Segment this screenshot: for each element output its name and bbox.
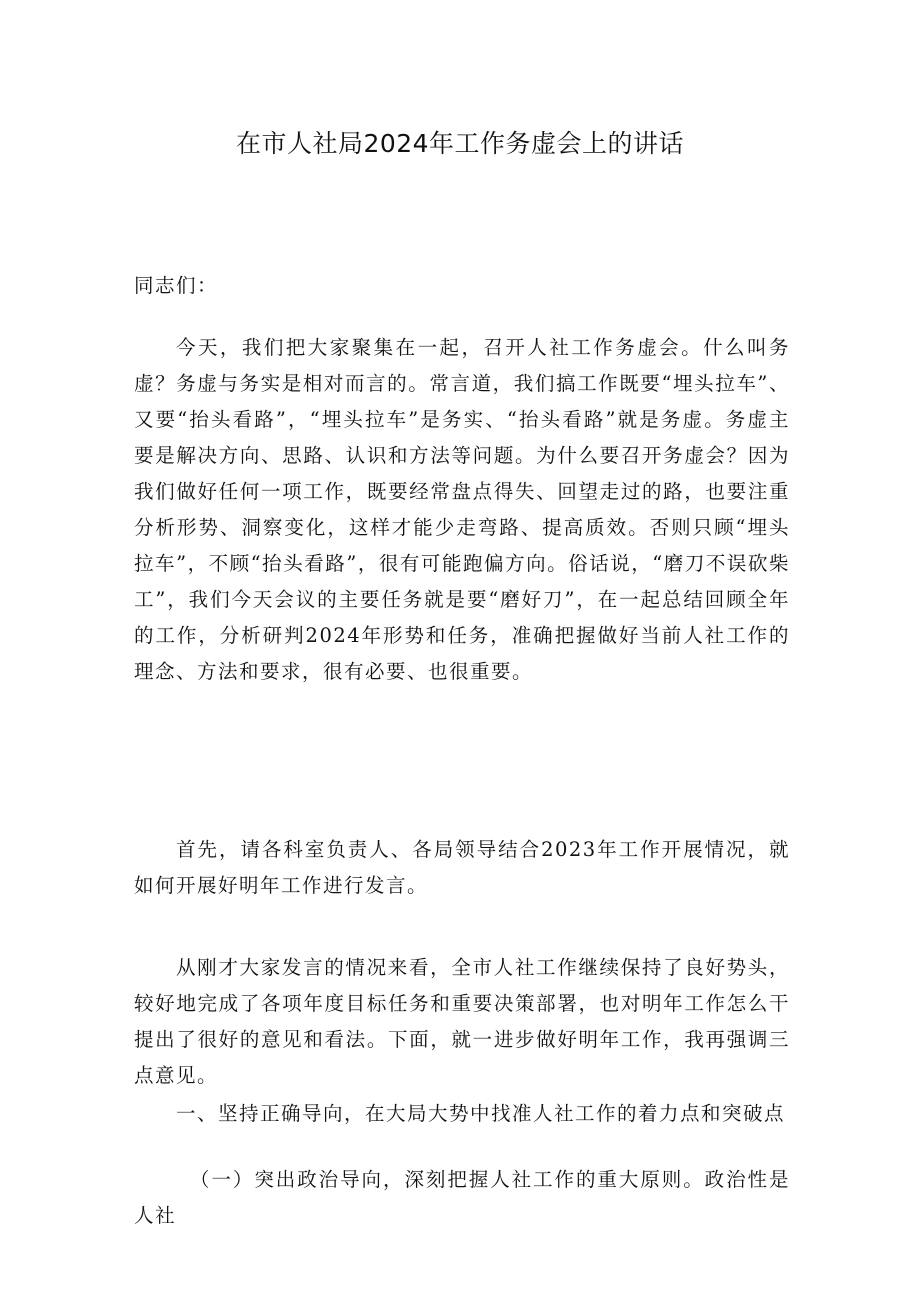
paragraph-summary: 从刚才大家发言的情况来看，全市人社工作继续保持了良好势头，较好地完成了各项年度目标任务和重要决策部署，也对明年工作怎么干提出了很好的意见和看法。下面，就一进步做好明年工作，我再强调三点意见。	[134, 956, 790, 1087]
paragraph-intro: 今天，我们把大家聚集在一起，召开人社工作务虚会。什么叫务虚？务虚与务实是相对而言的。常言道，我们搞工作既要“埋头拉车”、又要“抬头看路”，“埋头拉车”是务实、“抬头看路”就是务虚。务虚主要是解决方向、思路、认识和方法等问题。为什么要召开务虚会？因为我们做好任何一项工作，既要经常盘点得失、回望走过的路，也要注重分析形势、洞察变化，这样才能少走弯路、提高质效。否则只顾“埋头拉车”，不顾“抬头看路”，很有可能跑偏方向。俗话说，“磨刀不误砍柴工”，我们今天会议的主要任务就是要“磨好刀”，在一起总结回顾全年的工作，分析研判2024年形势和任务，准确把握做好当前人社工作的理念、方法和要求，很有必要、也很重要。	[134, 336, 790, 683]
paragraph-speeches: 首先，请各科室负责人、各局领导结合2023年工作开展情况，就如何开展好明年工作进行发言。	[134, 838, 790, 897]
document-title: 在市人社局2024年工作务虚会上的讲话	[235, 129, 685, 158]
subsection-heading-1: （一）突出政治导向，深刻把握人社工作的重大原则。政治性是人社	[134, 1168, 790, 1227]
section-heading-1: 一、坚持正确导向，在大局大势中找准人社工作的着力点和突破点	[176, 1102, 786, 1125]
salutation: 同志们：	[134, 274, 219, 297]
